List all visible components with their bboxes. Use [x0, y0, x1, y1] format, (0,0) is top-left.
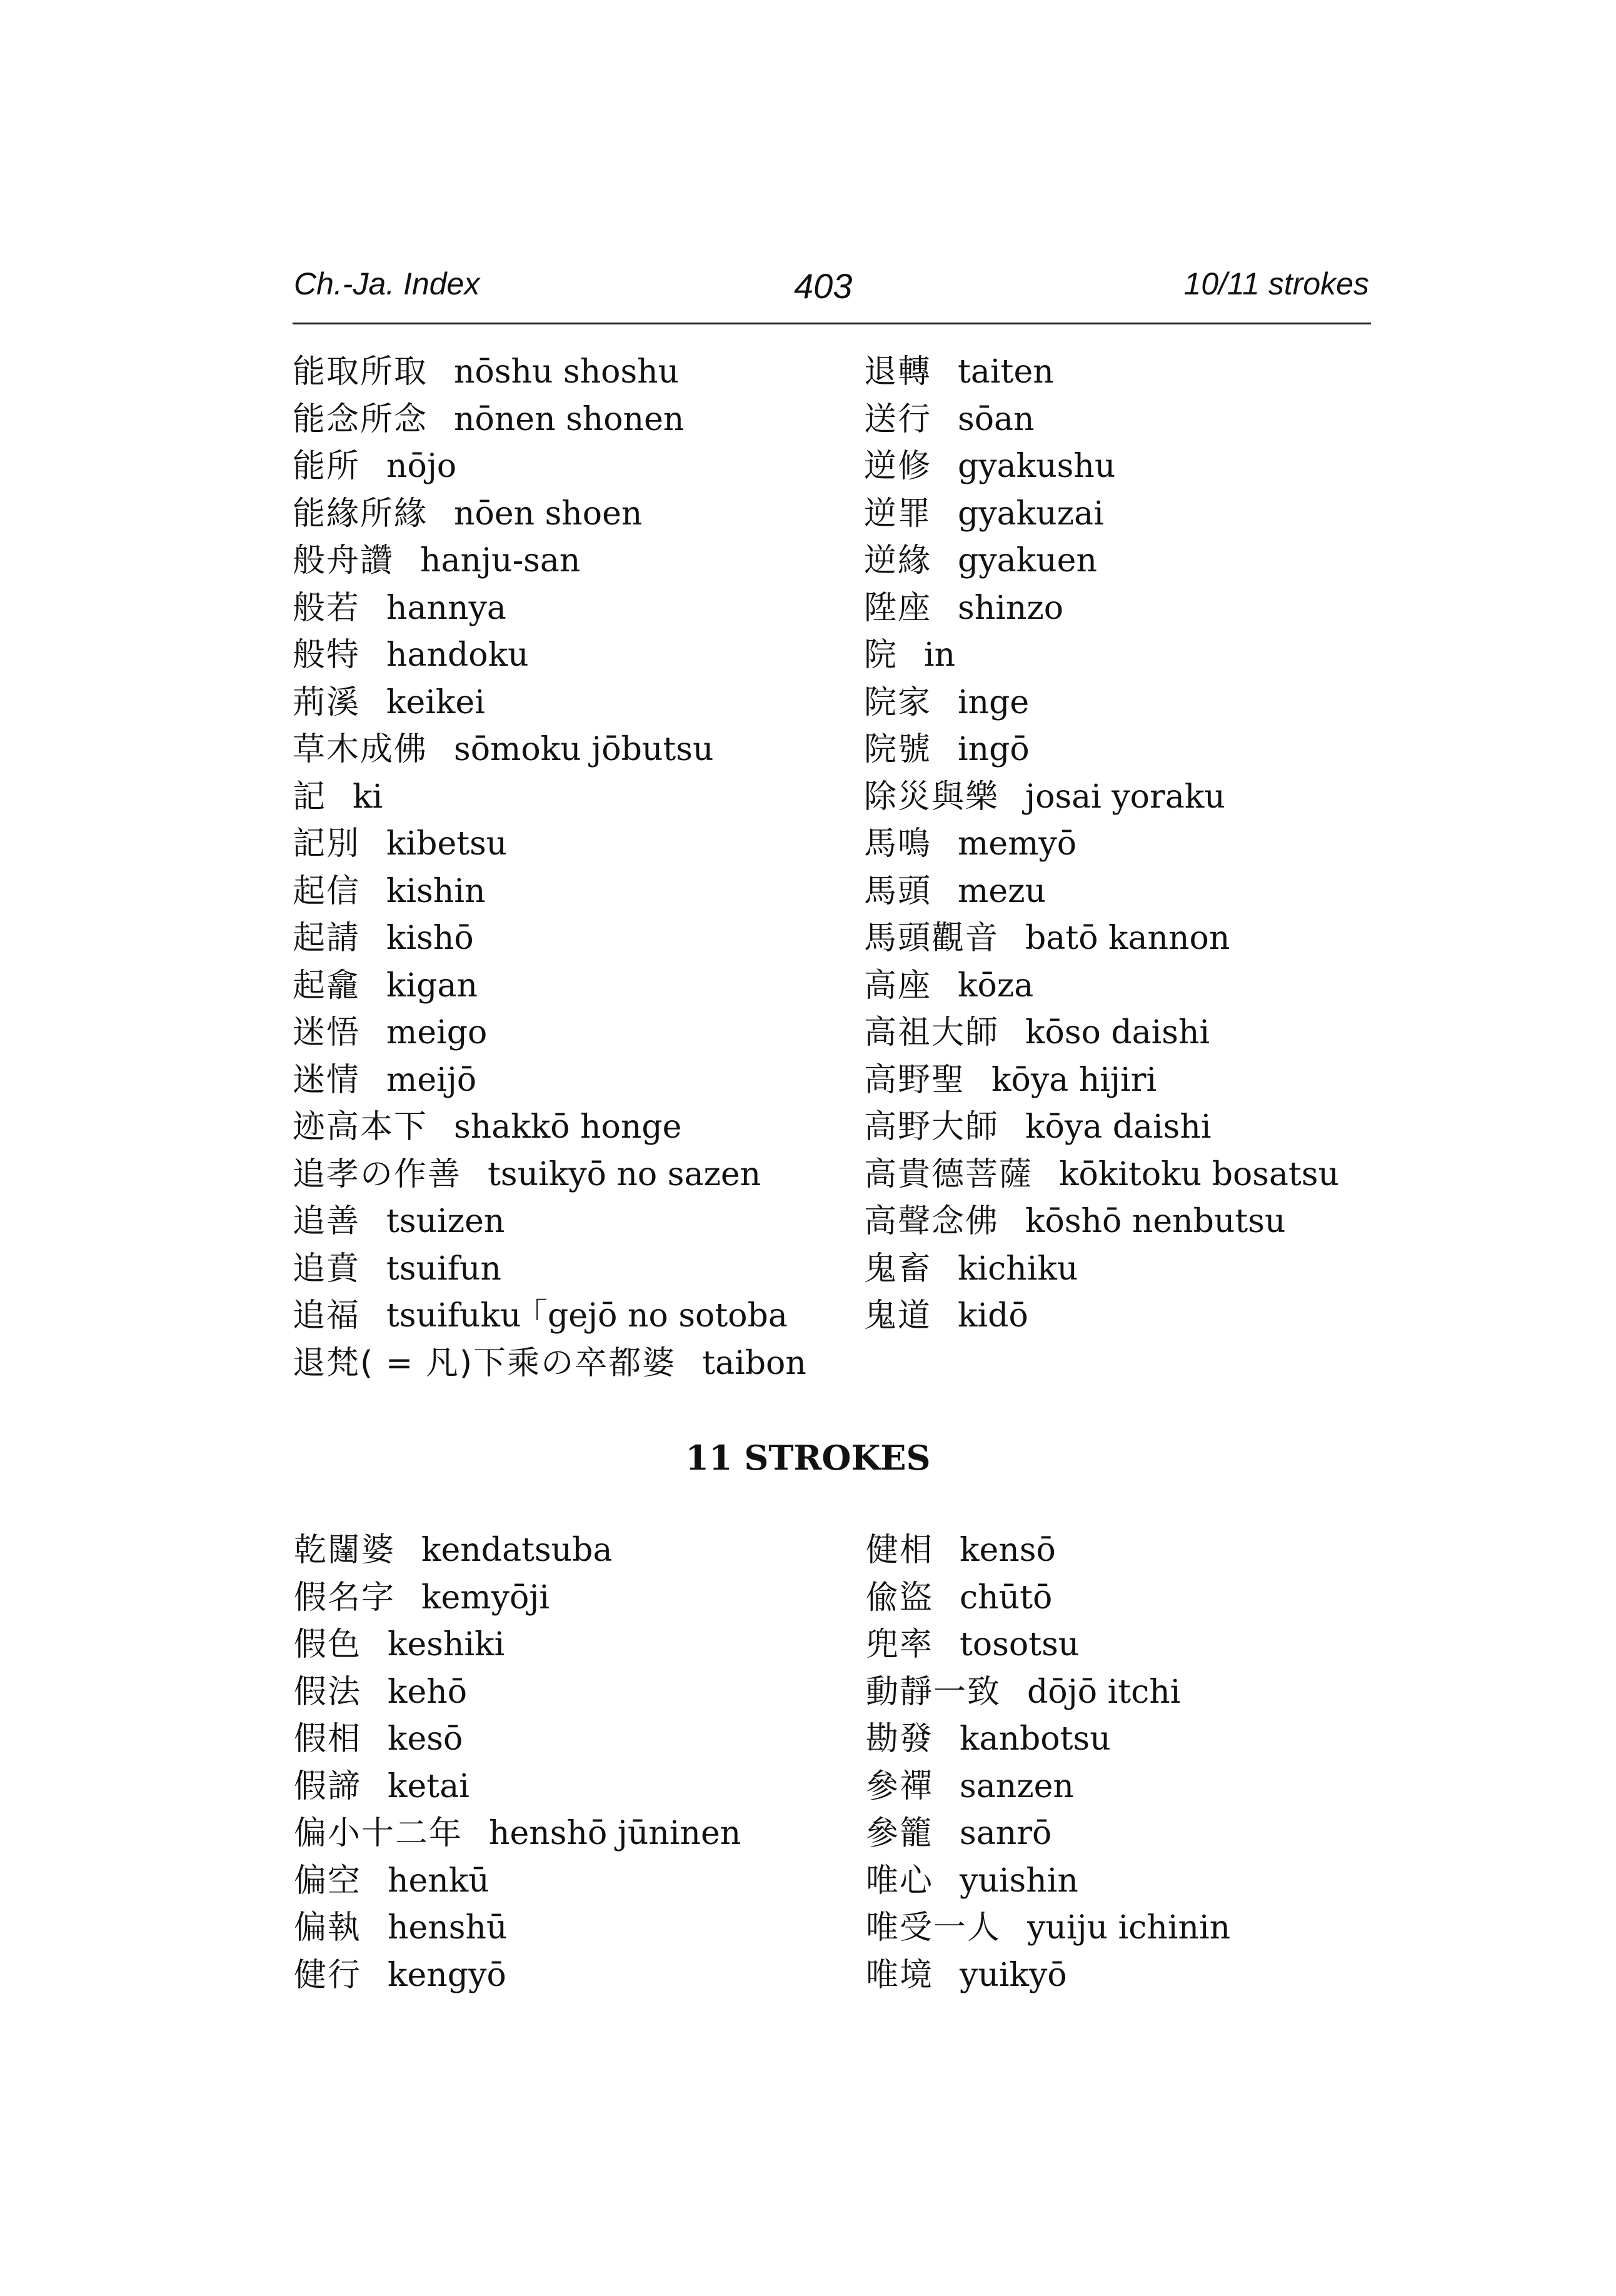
entry-reading: tsuizen	[386, 1203, 505, 1240]
index-entry	[866, 1532, 1056, 1569]
index-entry	[866, 1579, 1052, 1617]
entry-kanji: 記別	[293, 825, 361, 863]
index-entry	[293, 1156, 761, 1193]
entry-kanji: 能取所取	[293, 353, 428, 391]
entry-reading: ki	[353, 778, 383, 816]
entry-reading: taibon	[702, 1344, 806, 1382]
entry-reading: kōshō nenbutsu	[1025, 1203, 1286, 1240]
entry-reading: kōza	[958, 966, 1034, 1005]
index-entry	[864, 1108, 1211, 1146]
entry-kanji: 般特	[293, 636, 361, 674]
entry-reading: kōya hijiri	[991, 1061, 1157, 1099]
page-header	[294, 266, 1369, 309]
entry-kanji: 起信	[293, 872, 361, 910]
index-entry	[293, 636, 529, 674]
index-entry	[866, 1909, 1230, 1947]
entry-kanji: 假色	[294, 1626, 362, 1663]
entry-kanji: 乾闥婆	[294, 1532, 396, 1569]
entry-reading: batō kannon	[1025, 920, 1230, 957]
entry-reading: memyō	[958, 825, 1077, 863]
index-entry	[866, 1626, 1079, 1663]
entry-kanji: 追善	[293, 1203, 361, 1240]
entry-reading: tosotsu	[960, 1626, 1080, 1663]
entry-kanji: 偏小十二年	[294, 1815, 463, 1852]
entry-reading: hannya	[386, 589, 506, 627]
entry-reading: hanju-san	[420, 542, 581, 579]
entry-kanji: 迹高本下	[293, 1108, 428, 1146]
entry-reading: gyakushu	[958, 448, 1116, 485]
entry-reading: kidō	[958, 1297, 1028, 1335]
entry-kanji: 院	[864, 636, 898, 674]
index-entry	[293, 684, 485, 721]
index-entry	[293, 495, 642, 533]
index-entry	[293, 1203, 504, 1240]
index-entry	[864, 873, 1046, 910]
entry-reading: meigo	[386, 1014, 488, 1051]
entry-reading: tsuifuku ｢gejō no sotoba	[386, 1297, 788, 1335]
running-head-right: 10/11 strokes	[1183, 266, 1369, 301]
index-entry	[293, 589, 506, 627]
index-entry	[293, 448, 456, 485]
index-entry	[864, 731, 1030, 768]
entry-reading: handoku	[386, 636, 529, 674]
entry-kanji: 假名字	[294, 1578, 396, 1617]
index-entry	[294, 1957, 506, 1994]
index-entry	[864, 778, 1225, 816]
index-entry	[864, 636, 955, 674]
index-entry	[293, 542, 580, 579]
entry-kanji: 偏空	[294, 1862, 362, 1900]
entry-kanji: 馬鳴	[864, 825, 932, 863]
index-entry	[864, 401, 1035, 438]
entry-reading: sanrō	[960, 1815, 1052, 1852]
entry-reading: kōkitoku bosatsu	[1059, 1155, 1340, 1193]
index-entry	[864, 1061, 1157, 1099]
entry-kanji: 鬼道	[864, 1297, 932, 1335]
entry-kanji: 馬頭	[864, 872, 932, 910]
entry-kanji: 健行	[294, 1956, 362, 1994]
entry-kanji: 唯受一人	[866, 1909, 1001, 1947]
entry-kanji: 迷情	[293, 1061, 361, 1099]
index-entry	[866, 1720, 1111, 1758]
entry-kanji: 逆修	[864, 448, 932, 485]
index-entry	[294, 1815, 741, 1852]
index-entry	[293, 1250, 501, 1288]
entry-reading: tsuifun	[386, 1250, 501, 1288]
entry-reading: dōjō itchi	[1027, 1673, 1181, 1711]
entry-reading: mezu	[958, 872, 1046, 910]
entry-kanji: 偏執	[294, 1909, 362, 1947]
entry-kanji: 能念所念	[293, 400, 428, 438]
index-entry	[294, 1673, 467, 1711]
index-entry	[294, 1579, 550, 1617]
index-entry	[866, 1768, 1074, 1805]
entry-kanji: 參籠	[866, 1815, 934, 1852]
index-entry	[293, 873, 485, 910]
entry-reading: ingō	[958, 731, 1030, 768]
entry-reading: gyakuen	[958, 542, 1097, 579]
entry-kanji: 兜率	[866, 1626, 934, 1663]
index-entry	[864, 448, 1115, 485]
index-entry	[864, 542, 1097, 579]
entry-reading: ketai	[388, 1767, 469, 1805]
entry-reading: inge	[958, 683, 1030, 721]
entry-kanji: 迷悟	[293, 1014, 361, 1051]
entry-kanji: 記	[293, 778, 327, 816]
index-entry	[293, 401, 684, 438]
entry-reading: henkū	[388, 1862, 489, 1900]
header-rule	[293, 323, 1371, 324]
entry-kanji: 院家	[864, 683, 932, 721]
index-entry	[293, 731, 713, 768]
index-entry	[864, 920, 1230, 957]
entry-reading: sōan	[958, 400, 1035, 438]
entry-kanji: 能所	[293, 448, 361, 485]
entry-kanji: 勘發	[866, 1720, 934, 1758]
entry-kanji: 般若	[293, 589, 361, 627]
index-entry	[294, 1532, 612, 1569]
entry-reading: sanzen	[960, 1767, 1074, 1805]
entry-kanji: 退梵( = 凡)下乘の卒都婆	[293, 1344, 676, 1382]
index-entry	[864, 495, 1104, 533]
entry-reading: kemyōji	[421, 1578, 550, 1617]
entry-reading: kishin	[386, 872, 486, 910]
entry-reading: henshō jūninen	[489, 1815, 741, 1852]
entry-reading: meijō	[386, 1061, 477, 1099]
entry-reading: josai yoraku	[1025, 778, 1225, 816]
entry-kanji: 逆罪	[864, 494, 932, 533]
index-entry	[864, 684, 1029, 721]
index-entry	[293, 1014, 487, 1051]
entry-reading: yuiju ichinin	[1027, 1909, 1231, 1947]
page-number: 403	[794, 266, 853, 306]
index-entry	[864, 1250, 1078, 1288]
entry-kanji: 起龕	[293, 966, 361, 1005]
entry-reading: tsuikyō no sazen	[488, 1155, 761, 1193]
entry-kanji: 除災與樂	[864, 778, 1000, 816]
index-entry	[293, 1108, 681, 1146]
entry-kanji: 退轉	[864, 353, 932, 391]
entry-reading: kōya daishi	[1025, 1108, 1212, 1146]
entry-kanji: 動靜一致	[866, 1673, 1001, 1711]
entry-kanji: 唯心	[866, 1862, 934, 1900]
entry-kanji: 高野大師	[864, 1108, 1000, 1146]
entry-kanji: 能緣所緣	[293, 494, 428, 533]
entry-kanji: 高聲念佛	[864, 1203, 1000, 1240]
entry-kanji: 草木成佛	[293, 731, 428, 768]
entry-kanji: 假諦	[294, 1767, 362, 1805]
entry-reading: kehō	[388, 1673, 468, 1711]
index-entry	[864, 967, 1033, 1005]
index-entry	[866, 1673, 1180, 1711]
entry-reading: nōnen shonen	[454, 400, 685, 438]
index-entry	[864, 1156, 1339, 1193]
entry-reading: kesō	[388, 1720, 463, 1758]
entry-kanji: 偸盜	[866, 1578, 934, 1617]
entry-reading: keshiki	[388, 1626, 505, 1663]
entry-kanji: 般舟讚	[293, 542, 394, 579]
entry-reading: kengyō	[388, 1956, 506, 1994]
entry-reading: kanbotsu	[960, 1720, 1111, 1758]
entry-kanji: 高貴德菩薩	[864, 1155, 1033, 1193]
entry-kanji: 荊溪	[293, 683, 361, 721]
entry-reading: kendatsuba	[421, 1532, 613, 1569]
index-entry	[864, 589, 1063, 627]
entry-reading: kibetsu	[386, 825, 508, 863]
entry-reading: sōmoku jōbutsu	[454, 731, 714, 768]
index-entry	[866, 1957, 1067, 1994]
entry-reading: kishō	[386, 920, 474, 957]
entry-kanji: 假法	[294, 1673, 362, 1711]
index-entry	[866, 1815, 1051, 1852]
entry-reading: kensō	[960, 1532, 1056, 1569]
entry-reading: nōshu shoshu	[454, 353, 680, 391]
entry-kanji: 逆緣	[864, 542, 932, 579]
entry-kanji: 起請	[293, 920, 361, 957]
index-entry	[864, 1203, 1285, 1240]
entry-reading: shakkō honge	[454, 1108, 682, 1146]
entry-kanji: 追福	[293, 1297, 361, 1335]
index-entry	[293, 1061, 476, 1099]
entry-kanji: 陞座	[864, 589, 932, 627]
entry-reading: shinzo	[958, 589, 1064, 627]
index-entry	[293, 1345, 806, 1382]
index-entry	[294, 1909, 507, 1947]
entry-kanji: 高祖大師	[864, 1014, 1000, 1051]
entry-reading: yuishin	[960, 1862, 1078, 1900]
index-entry	[294, 1768, 469, 1805]
index-entry	[293, 1297, 788, 1335]
entry-kanji: 鬼畜	[864, 1250, 932, 1288]
index-entry	[864, 1297, 1028, 1335]
index-entry	[294, 1626, 504, 1663]
index-entry	[864, 825, 1076, 863]
entry-kanji: 送行	[864, 400, 932, 438]
index-entry	[294, 1720, 463, 1758]
entry-reading: taiten	[958, 353, 1054, 391]
index-entry	[293, 778, 383, 816]
entry-kanji: 假相	[294, 1720, 362, 1758]
entry-reading: kōso daishi	[1025, 1014, 1210, 1051]
entry-reading: kichiku	[958, 1250, 1078, 1288]
entry-kanji: 參禪	[866, 1767, 934, 1805]
entry-reading: nōen shoen	[454, 494, 643, 533]
entry-reading: gyakuzai	[958, 494, 1104, 533]
index-entry	[294, 1862, 489, 1900]
entry-kanji: 院號	[864, 731, 932, 768]
entry-kanji: 高座	[864, 966, 932, 1005]
entry-kanji: 高野聖	[864, 1061, 966, 1099]
index-entry	[864, 1014, 1210, 1051]
section-heading: 11 STROKES	[685, 1438, 931, 1478]
entry-reading: keikei	[386, 683, 485, 721]
index-entry	[293, 920, 474, 957]
entry-reading: henshū	[388, 1909, 508, 1947]
entry-reading: yuikyō	[960, 1956, 1067, 1994]
entry-kanji: 追賁	[293, 1250, 361, 1288]
entry-kanji: 馬頭觀音	[864, 920, 1000, 957]
index-entry	[866, 1862, 1078, 1900]
index-entry	[864, 353, 1054, 391]
entry-reading: kigan	[386, 966, 478, 1005]
index-entry	[293, 967, 478, 1005]
entry-reading: nōjo	[386, 448, 457, 485]
entry-reading: in	[924, 636, 956, 674]
entry-kanji: 健相	[866, 1532, 934, 1569]
running-head-left: Ch.-Ja. Index	[294, 266, 480, 301]
entry-reading: chūtō	[960, 1578, 1053, 1617]
entry-kanji: 唯境	[866, 1956, 934, 1994]
entry-kanji: 追孝の作善	[293, 1155, 462, 1193]
index-entry	[293, 825, 507, 863]
index-entry	[293, 353, 679, 391]
